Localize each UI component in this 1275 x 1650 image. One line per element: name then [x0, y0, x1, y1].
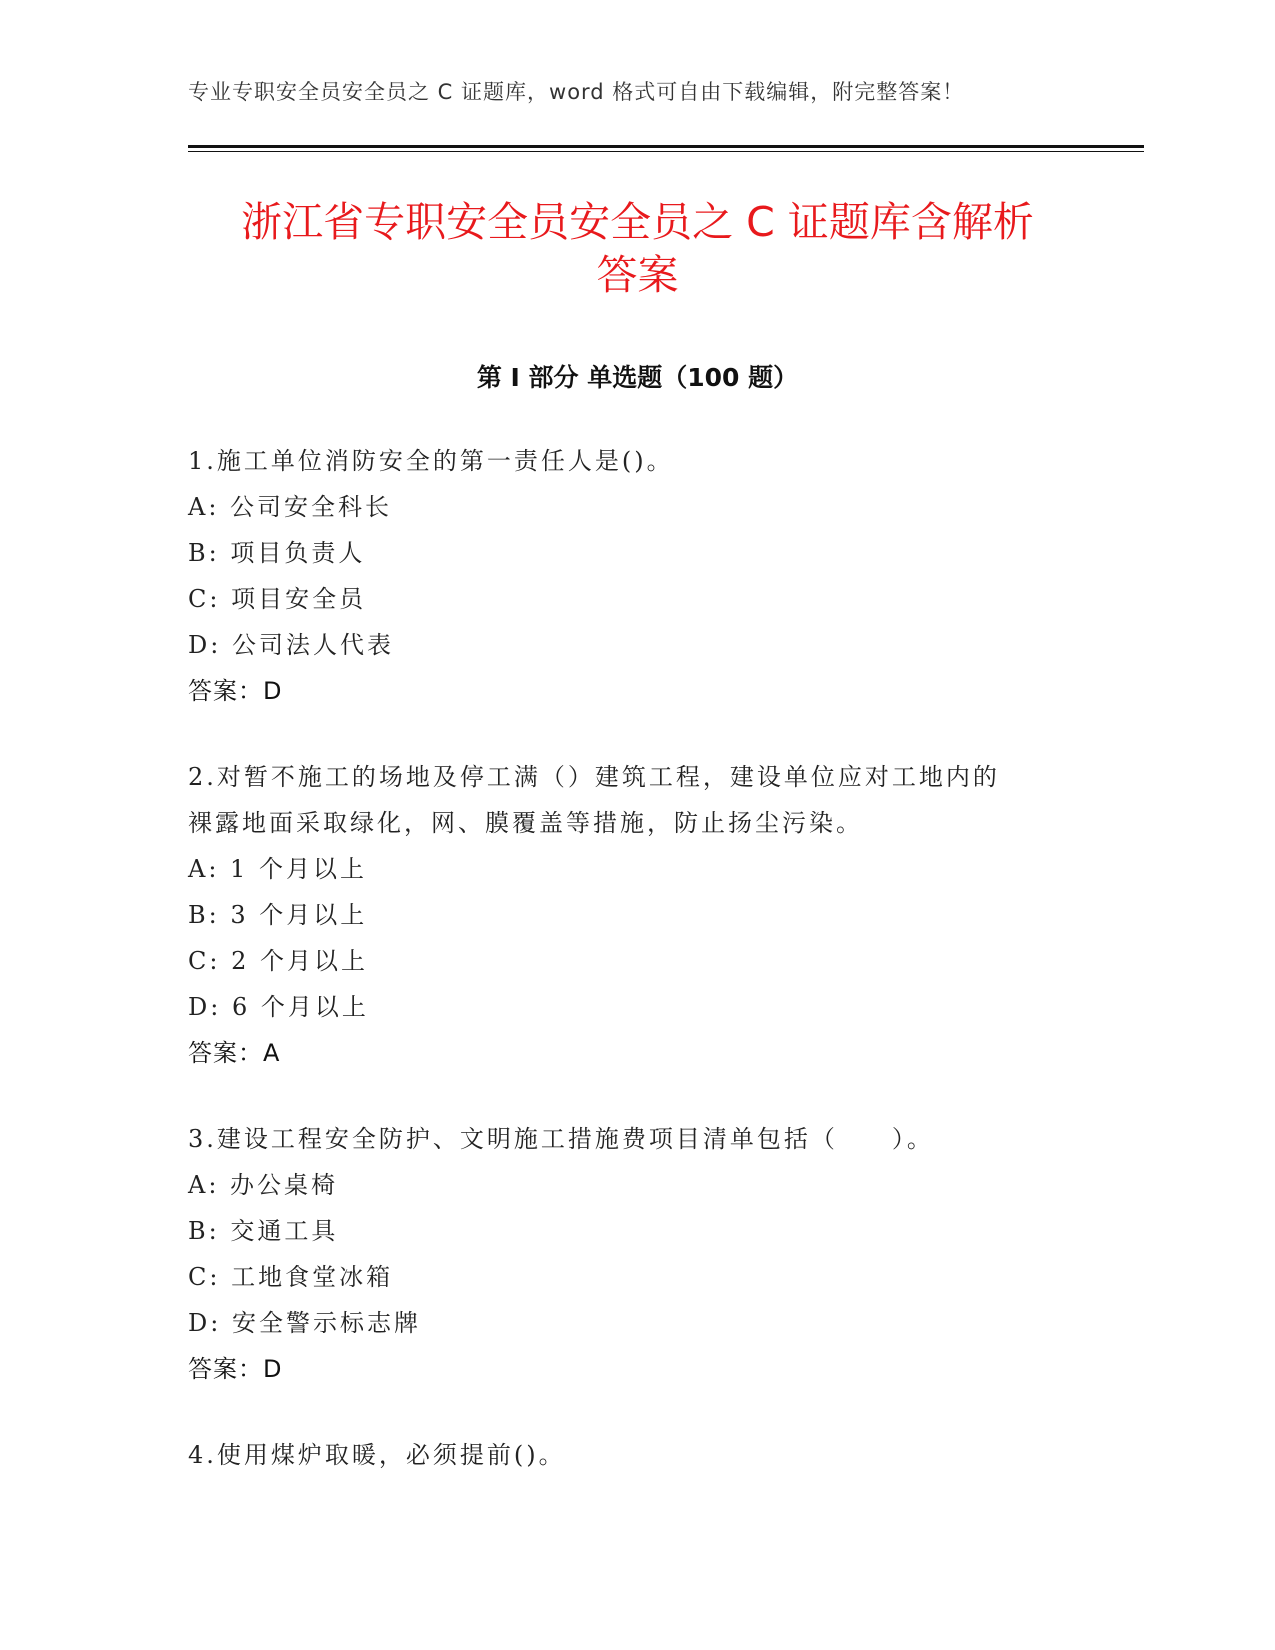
option-b: B: 3 个月以上: [188, 901, 368, 929]
header-rule-thin: [188, 151, 1144, 152]
header-rule-thick: [188, 145, 1144, 148]
option-d: D: 安全警示标志牌: [188, 1309, 421, 1337]
question-stem-continued: 裸露地面采取绿化，网、膜覆盖等措施，防止扬尘污染。: [188, 809, 863, 837]
question-list: [188, 438, 1088, 1518]
option-d: D: 公司法人代表: [188, 631, 394, 659]
option-b: B: 交通工具: [188, 1217, 339, 1245]
header-note: 专业专职安全员安全员之 C 证题库，word 格式可自由下载编辑，附完整答案！: [188, 80, 965, 104]
option-a: A: 公司安全科长: [188, 493, 393, 521]
option-b: B: 项目负责人: [188, 539, 366, 567]
option-c: C: 2 个月以上: [188, 947, 368, 975]
question-stem: 3.建设工程安全防护、文明施工措施费项目清单包括（ ）。: [188, 1125, 934, 1153]
answer-line: 答案：D: [188, 677, 283, 705]
option-a: A: 办公桌椅: [188, 1171, 339, 1199]
question-stem: 4.使用煤炉取暖，必须提前()。: [188, 1441, 566, 1469]
option-a: A: 1 个月以上: [188, 855, 367, 883]
answer-line: 答案：A: [188, 1039, 281, 1067]
answer-line: 答案：D: [188, 1355, 283, 1383]
question-stem: 2.对暂不施工的场地及停工满（）建筑工程，建设单位应对工地内的: [188, 763, 1000, 791]
question-stem: 1.施工单位消防安全的第一责任人是()。: [188, 447, 674, 475]
section-heading: 第 I 部分 单选题（100 题）: [476, 363, 799, 392]
question-item: [188, 1432, 1088, 1478]
question-item: [188, 438, 1088, 714]
title-line-1: 浙江省专职安全员安全员之 C 证题库含解析: [241, 198, 1034, 246]
option-c: C: 工地食堂冰箱: [188, 1263, 394, 1291]
title-line-2: 答案: [596, 251, 679, 299]
document-title: [150, 196, 1125, 302]
question-item: [188, 1116, 1088, 1392]
option-d: D: 6 个月以上: [188, 993, 369, 1021]
question-item: [188, 754, 1088, 1076]
option-c: C: 项目安全员: [188, 585, 367, 613]
